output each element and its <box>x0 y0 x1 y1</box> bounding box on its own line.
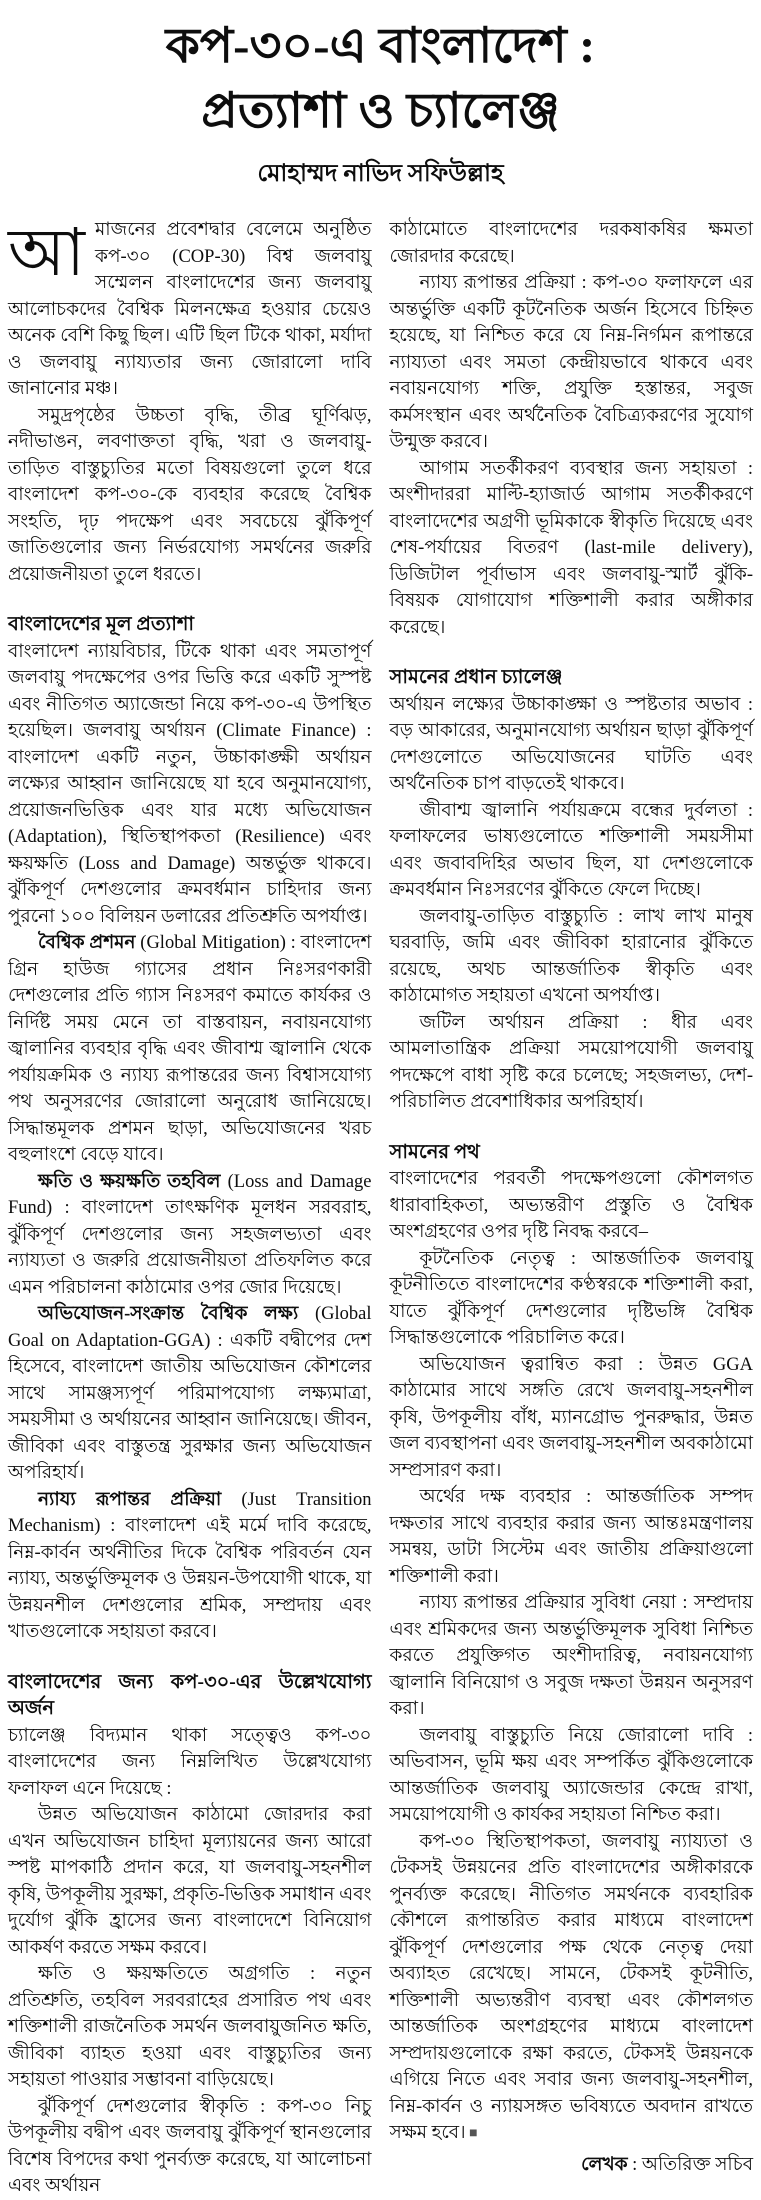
article-body <box>8 217 753 2200</box>
end-of-article-mark: ■ <box>465 2126 478 2142</box>
section-heading: সামনের প্রধান চ্যালেঞ্জ <box>389 667 563 689</box>
paragraph: বাংলাদেশ ন্যায়বিচার, টিকে থাকা এবং সমতাপূর্ণ জলবায়ু পদক্ষেপের ওপর ভিত্তি করে একটি সুস্পষ্ট এবং নীতিগত অ্যাজেন্ডা নিয়ে কপ-৩০-এ উপস্থিত হয়েছিল। জলবায়ু অর্থায়ন (Climate Finance) : বাংলাদেশ একটি নতুন, উচ্চাকাঙ্ক্ষী অর্থায়ন লক্ষ্যের আহ্বান জানিয়েছে যা হবে অনুমানযোগ্য, প্রয়োজনভিত্তিক এবং যার মধ্যে অভিযোজন (Adaptation), স্থিতিস্থাপকতা (Resilience) এবং ক্ষয়ক্ষতি (Loss and Damage) অন্তর্ভুক্ত থাকবে। ঝুঁকিপূর্ণ দেশগুলোর ক্রমবর্ধমান চাহিদার জন্য পুরনো ১০০ বিলিয়ন ডলারের প্রতিশ্রুতি অপর্যাপ্ত। <box>8 641 372 927</box>
paragraph: অভিযোজন ত্বরান্বিত করা : উন্নত GGA কাঠামোর সাথে সঙ্গতি রেখে জলবায়ু-সহনশীল কৃষি, উপকূলীয় বাঁধ, ম্যানগ্রোভ পুনরুদ্ধার, উন্নত জল ব্যবস্থাপনা এবং জলবায়ু-সহনশীল অবকাঠামো সম্প্রসারণ করা। <box>389 1354 753 1481</box>
paragraph: জলবায়ু বাস্তুচ্যুতি নিয়ে জোরালো দাবি : অভিবাসন, ভূমি ক্ষয় এবং সম্পর্কিত ঝুঁকিগুলোকে আন্তর্জাতিক জলবায়ু অ্যাজেন্ডার কেন্দ্রে রাখা, সময়োপযোগী ও কার্যকর সহায়তা নিশ্চিত করা। <box>389 1725 753 1826</box>
paragraph: ক্ষতি ও ক্ষয়ক্ষতিতে অগ্রগতি : নতুন প্রতিশ্রুতি, তহবিল সরবরাহের প্রসারিত পথ এবং শক্তিশালী রাজনৈতিক সমর্থন জলবায়ুজনিত ক্ষতি, জীবিকা ব্যাহত হওয়া এবং বাস্তুচ্যুতির জন্য সহায়তা পাওয়ার সম্ভাবনা বাড়িয়েছে। <box>8 1964 372 2091</box>
title-line-2: প্রত্যাশা ও চ্যালেঞ্জ <box>201 82 560 138</box>
byline: মোহাম্মদ নাভিদ সফিউল্লাহ <box>257 161 504 188</box>
column-left <box>8 217 372 2200</box>
paragraph: বৈশ্বিক প্রশমন (Global Mitigation) : বাংলাদেশ গ্রিন হাউজ গ্যাসের প্রধান নিঃসরণকারী দেশগুলোর প্রতি গ্যাস নিঃসরণ কমাতে কার্যকর ও নির্দিষ্ট সময় মেনে তা বাস্তবায়ন, নবায়নযোগ্য জ্বালানির ব্যবহার বৃদ্ধি এবং জীবাশ্ম জ্বালানি থেকে পর্যায়ক্রমিক ও ন্যায্য রূপান্তরের জন্য বিশ্বাসযোগ্য পথ অনুসরণের জোরালো অনুরোধ জানিয়েছে। সিদ্ধান্তমূলক প্রশমন ছাড়া, অভিযোজনের খরচ বহুলাংশে বেড়ে যাবে। <box>8 933 372 1166</box>
section-heading: বাংলাদেশের জন্য কপ-৩০-এর উল্লেখযোগ্য অর্জন <box>8 1671 372 1720</box>
paragraph: সমুদ্রপৃষ্ঠের উচ্চতা বৃদ্ধি, তীব্র ঘূর্ণিঝড়, নদীভাঙন, লবণাক্ততা বৃদ্ধি, খরা ও জলবায়ু-তাড়িত বাস্তুচ্যুতির মতো বিষয়গুলো তুলে ধরে বাংলাদেশ কপ-৩০-কে ব্যবহার করেছে বৈশ্বিক সংহতি, দৃঢ় পদক্ষেপ এবং সবচেয়ে ঝুঁকিপূর্ণ জাতিগুলোর জন্য নির্ভরযোগ্য সমর্থনের জরুরি প্রয়োজনীয়তা তুলে ধরতে। <box>8 405 372 585</box>
paragraph: জটিল অর্থায়ন প্রক্রিয়া : ধীর এবং আমলাতান্ত্রিক প্রক্রিয়া সময়োপযোগী জলবায়ু পদক্ষেপে বাধা সৃষ্টি করে চলেছে; সহজলভ্য, দেশ-পরিচালিত প্রবেশাধিকার অপরিহার্য। <box>389 1012 753 1113</box>
paragraph: কপ-৩০ স্থিতিস্থাপকতা, জলবায়ু ন্যায্যতা ও টেকসই উন্নয়নের প্রতি বাংলাদেশের অঙ্গীকারকে পুনর্ব্যক্ত করেছে। নীতিগত সমর্থনকে ব্যবহারিক কৌশলে রূপান্তরিত করার মাধ্যমে বাংলাদেশ ঝুঁকিপূর্ণ দেশগুলোর পক্ষ থেকে নেতৃত্ব দেয়া অব্যাহত রেখেছে। সামনে, টেকসই কূটনীতি, শক্তিশালী অভ্যন্তরীণ ব্যবস্থা এবং কৌশলগত আন্তর্জাতিক অংশগ্রহণের মাধ্যমে বাংলাদেশ সম্প্রদায়গুলোকে রক্ষা করতে, টেকসই উন্নয়নকে এগিয়ে নিতে এবং সবার জন্য জলবায়ু-সহনশীল, নিম্ন-কার্বন ও ন্যায়সঙ্গত ভবিষ্যতে অবদান রাখতে সক্ষম হবে। ■ <box>389 1831 753 2144</box>
paragraph: জলবায়ু-তাড়িত বাস্তুচ্যুতি : লাখ লাখ মানুষ ঘরবাড়ি, জমি এবং জীবিকা হারানোর ঝুঁকিতে রয়েছে, অথচ আন্তর্জাতিক স্বীকৃতি এবং কাঠামোগত সহায়তা এখনো অপর্যাপ্ত। <box>389 906 753 1007</box>
paragraph: চ্যালেঞ্জ বিদ্যমান থাকা সত্ত্বেও কপ-৩০ বাংলাদেশের জন্য নিম্নলিখিত উল্লেখযোগ্য ফলাফল এনে দিয়েছে : <box>8 1725 372 1799</box>
page-title <box>8 14 753 143</box>
paragraph: ন্যায্য রূপান্তর প্রক্রিয়া (Just Transition Mechanism) : বাংলাদেশ এই মর্মে দাবি করেছে, নিম্ন-কার্বন অর্থনীতির দিকে বৈশ্বিক পরিবর্তন যেন ন্যায্য, অন্তর্ভুক্তিমূলক ও উন্নয়ন-উপযোগী থাকে, যা উন্নয়নশীল দেশগুলোর শ্রমিক, সম্প্রদায় এবং খাতগুলোকে সহায়তা করবে। <box>8 1489 372 1643</box>
author-note: লেখক : অতিরিক্ত সচিব <box>581 2154 753 2175</box>
paragraph: অভিযোজন-সংক্রান্ত বৈশ্বিক লক্ষ্য (Global Goal on Adaptation-GGA) : একটি বদ্বীপের দেশ হিসেবে, বাংলাদেশ জাতীয় অভিযোজন কৌশলের সাথে সামঞ্জস্যপূর্ণ পরিমাপযোগ্য লক্ষ্যমাত্রা, সময়সীমা ও অর্থায়নের আহ্বান জানিয়েছে। জীবন, জীবিকা এবং বাস্তুতন্ত্র সুরক্ষার জন্য অভিযোজন অপরিহার্য। <box>8 1304 372 1484</box>
paragraph-lead: ন্যায্য রূপান্তর প্রক্রিয়া <box>38 1489 222 1510</box>
paragraph-lead: অভিযোজন-সংক্রান্ত বৈশ্বিক লক্ষ্য <box>38 1304 299 1325</box>
paragraph-lead: লেখক <box>581 2154 628 2175</box>
paragraph: ঝুঁকিপূর্ণ দেশগুলোর স্বীকৃতি : কপ-৩০ নিচু উপকূলীয় বদ্বীপ এবং জলবায়ু ঝুঁকিপূর্ণ স্থানগুলোর বিশেষ বিপদের কথা পুনর্ব্যক্ত করেছে, যা আলোচনা এবং অর্থায়ন <box>8 2096 372 2197</box>
paragraph: বাংলাদেশের পরবর্তী পদক্ষেপগুলো কৌশলগত ধারাবাহিকতা, অভ্যন্তরীণ প্রস্তুতি ও বৈশ্বিক অংশগ্রহণের ওপর দৃষ্টি নিবদ্ধ করবে– <box>389 1169 753 1243</box>
paragraph-lead: বৈশ্বিক প্রশমন <box>38 933 136 954</box>
paragraph: আগাম সতর্কীকরণ ব্যবস্থার জন্য সহায়তা : অংশীদাররা মাল্টি-হ্যাজার্ড আগাম সতর্কীকরণে বাংলাদেশের অগ্রণী ভূমিকাকে স্বীকৃতি দিয়েছে এবং শেষ-পর্যায়ের বিতরণ (last-mile delivery), ডিজিটাল পূর্বাভাস এবং জলবায়ু-স্মার্ট ঝুঁকি-বিষয়ক যোগাযোগ শক্তিশালী করার অঙ্গীকার করেছে। <box>389 458 753 638</box>
section-heading: বাংলাদেশের মূল প্রত্যাশা <box>8 614 195 636</box>
drop-cap: আ <box>8 217 85 291</box>
paragraph: আমাজনের প্রবেশদ্বার বেলেমে অনুষ্ঠিত কপ-৩০ (COP-30) বিশ্ব জলবায়ু সম্মেলন বাংলাদেশের জন্য জলবায়ু আলোচকদের বৈশ্বিক মিলনক্ষেত্র হওয়ার চেয়েও অনেক বেশি কিছু ছিল। এটি ছিল টিকে থাকা, মর্যাদা ও জলবায়ু ন্যায্যতার জন্য জোরালো দাবি জানানোর মঞ্চ। <box>8 217 372 400</box>
column-right <box>390 217 754 2200</box>
paragraph: ক্ষতি ও ক্ষয়ক্ষতি তহবিল (Loss and Damage Fund) : বাংলাদেশ তাৎক্ষণিক মূলধন সরবরাহ, ঝুঁকিপূর্ণ দেশগুলোর জন্য সহজলভ্যতা এবং ন্যায্যতা ও জরুরি প্রয়োজনীয়তা প্রতিফলিত করে এমন পরিচালনা কাঠামোর ওপর জোর দিয়েছে। <box>8 1171 372 1298</box>
paragraph: ন্যায্য রূপান্তর প্রক্রিয়ার সুবিধা নেয়া : সম্প্রদায় এবং শ্রমিকদের জন্য অন্তর্ভুক্তিমূলক সুবিধা নিশ্চিত করতে প্রযুক্তিগত অংশীদারিত্ব, নবায়নযোগ্য জ্বালানি বিনিয়োগ ও সবুজ দক্ষতা উন্নয়ন অনুসরণ করা। <box>389 1593 753 1720</box>
section-heading: সামনের পথ <box>389 1141 480 1163</box>
paragraph: ন্যায্য রূপান্তর প্রক্রিয়া : কপ-৩০ ফলাফলে এর অন্তর্ভুক্তি একটি কূটনৈতিক অর্জন হিসেবে চিহ্নিত হয়েছে, যা নিশ্চিত করে যে নিম্ন-নির্গমন রূপান্তরে ন্যায্যতা এবং সমতা কেন্দ্রীয়ভাবে থাকবে এবং নবায়নযোগ্য শক্তি, প্রযুক্তি হস্তান্তর, সবুজ কর্মসংস্থান এবং অর্থনৈতিক বৈচিত্র্যকরণের সুযোগ উন্মুক্ত করবে। <box>389 273 753 453</box>
paragraph-lead: ক্ষতি ও ক্ষয়ক্ষতি তহবিল <box>38 1171 221 1192</box>
title-line-1: কপ-৩০-এ বাংলাদেশ : <box>165 18 596 73</box>
paragraph: কাঠামোতে বাংলাদেশের দরকষাকষির ক্ষমতা জোরদার করেছে। <box>389 220 753 267</box>
paragraph: কূটনৈতিক নেতৃত্ব : আন্তর্জাতিক জলবায়ু কূটনীতিতে বাংলাদেশের কণ্ঠস্বরকে শক্তিশালী করা, যাতে ঝুঁকিপূর্ণ দেশগুলোর দৃষ্টিভঙ্গি বৈশ্বিক সিদ্ধান্তগুলোকে পরিচালিত করে। <box>389 1248 753 1349</box>
paragraph: অর্থায়ন লক্ষ্যের উচ্চাকাঙ্ক্ষা ও স্পষ্টতার অভাব : বড় আকারের, অনুমানযোগ্য অর্থায়ন ছাড়া ঝুঁকিপূর্ণ দেশগুলোতে অভিযোজনের ঘাটতি এবং অর্থনৈতিক চাপ বাড়তেই থাকবে। <box>389 694 753 795</box>
paragraph: জীবাশ্ম জ্বালানি পর্যায়ক্রমে বন্ধের দুর্বলতা : ফলাফলের ভাষ্যগুলোতে শক্তিশালী সময়সীমা এবং জবাবদিহির অভাব ছিল, যা দেশগুলোকে ক্রমবর্ধমান নিঃসরণের ঝুঁকিতে ফেলে দিচ্ছে। <box>389 800 753 901</box>
paragraph: উন্নত অভিযোজন কাঠামো জোরদার করা এখন অভিযোজন চাহিদা মূল্যায়নের জন্য আরো স্পষ্ট মাপকাঠি প্রদান করে, যা জলবায়ু-সহনশীল কৃষি, উপকূলীয় সুরক্ষা, প্রকৃতি-ভিত্তিক সমাধান এবং দুর্যোগ ঝুঁকি হ্রাসের জন্য বাংলাদেশে বিনিয়োগ আকর্ষণ করতে সক্ষম করবে। <box>8 1805 372 1958</box>
paragraph: অর্থের দক্ষ ব্যবহার : আন্তর্জাতিক সম্পদ দক্ষতার সাথে ব্যবহার করার জন্য আন্তঃমন্ত্রণালয় সমন্বয়, ডাটা সিস্টেম এবং জাতীয় প্রক্রিয়াগুলো শক্তিশালী করা। <box>389 1487 753 1587</box>
